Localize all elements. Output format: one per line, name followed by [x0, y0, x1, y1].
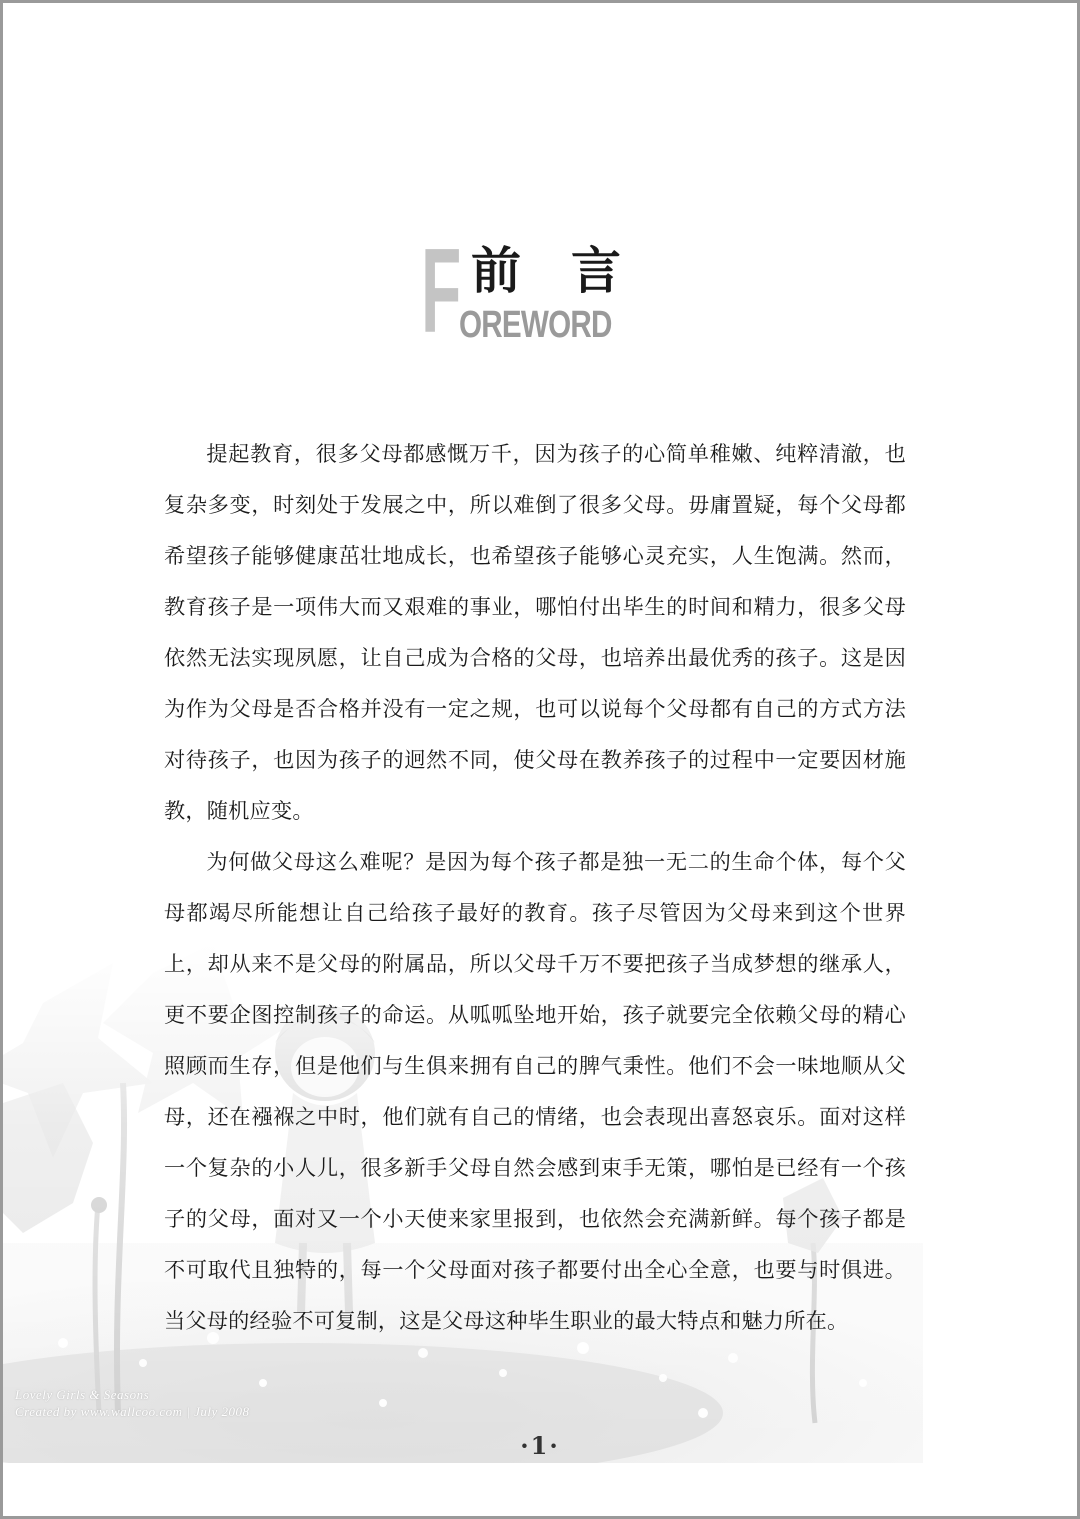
page-number: ·1·	[520, 1431, 560, 1460]
paragraph-2: 为何做父母这么难呢？是因为每个孩子都是独一无二的生命个体，每个父母都竭尽所能想让自己给孩子最好的教育。孩子尽管因为父母来到这个世界上，却从来不是父母的附属品，所以父母千万不要把孩子当成梦想的继承人，更不要企图控制孩子的命运。从呱呱坠地开始，孩子就要完全依赖父母的精心照顾而生存，但是他们与生俱来拥有自己的脾气秉性。他们不会一味地顺从父母，还在襁褓之中时，他们就有自己的情绪，也会表现出喜怒哀乐。面对这样一个复杂的小人儿，很多新手父母自然会感到束手无策，哪怕是已经有一个孩子的父母，面对又一个小天使来家里报到，也依然会充满新鲜。每个孩子都是不可取代且独特的，每一个父母面对孩子都要付出全心全意，也要与时俱进。当父母的经验不可复制，这是父母这种毕生职业的最大特点和魅力所在。	[164, 849, 906, 1333]
page-title: 前 言	[471, 242, 621, 300]
foreword-heading	[421, 224, 661, 358]
illustration-watermark	[15, 1386, 250, 1420]
paragraph-1: 提起教育，很多父母都感慨万千，因为孩子的心简单稚嫩、纯粹清澈，也复杂多变，时刻处于发展之中，所以难倒了很多父母。毋庸置疑，每个父母都希望孩子能够健康茁壮地成长，也希望孩子能够心灵充实，人生饱满。然而，教育孩子是一项伟大而又艰难的事业，哪怕付出毕生的时间和精力，很多父母依然无法实现夙愿，让自己成为合格的父母，也培养出最优秀的孩子。这是因为作为父母是否合格并没有一定之规，也可以说每个父母都有自己的方式方法对待孩子，也因为孩子的迥然不同，使父母在教养孩子的过程中一定要因材施教，随机应变。	[164, 441, 906, 823]
foreword-body	[164, 428, 906, 1346]
drop-letter: F	[421, 224, 462, 358]
page-subtitle: OREWORD	[459, 304, 612, 346]
watermark-line-1: Lovely Girls & Seasons	[15, 1387, 150, 1402]
watermark-line-2: Created by www.wallcoo.com | July 2008	[15, 1404, 250, 1419]
